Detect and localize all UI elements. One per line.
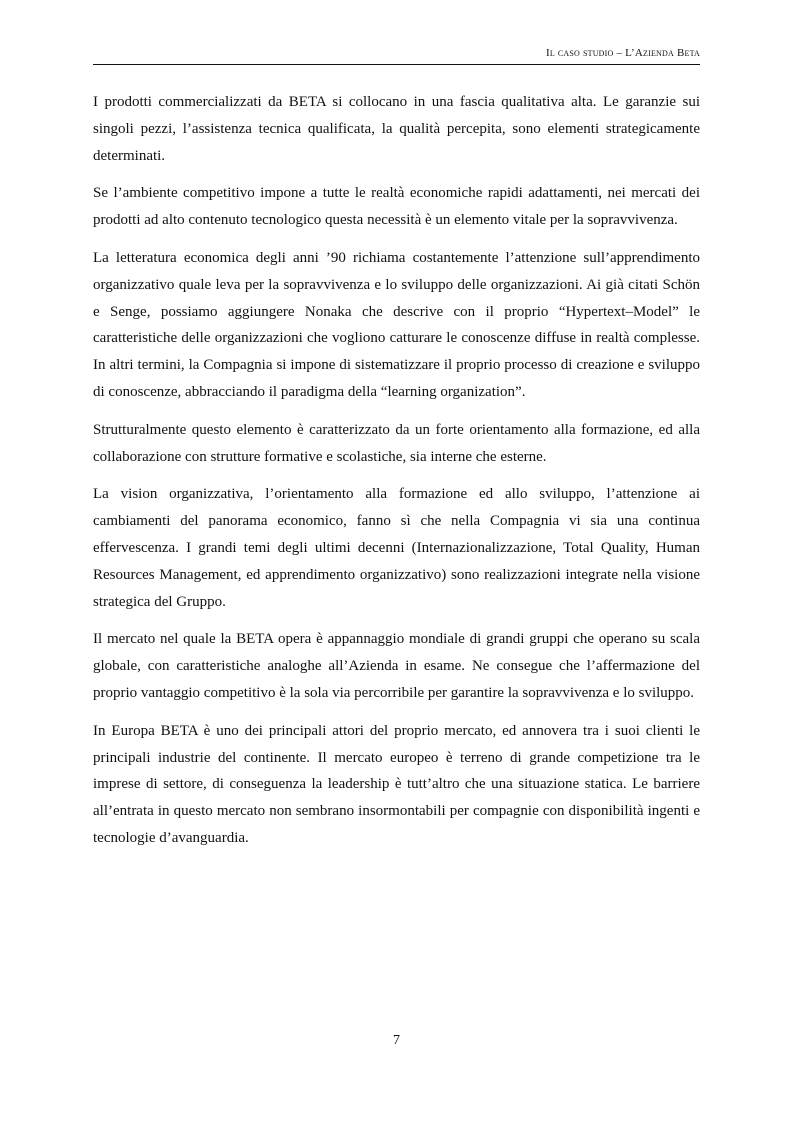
header-rule bbox=[93, 64, 700, 65]
paragraph: Strutturalmente questo elemento è caratterizzato da un forte orientamento alla formazione, ed alla collaborazione con strutture formative e scolastiche, sia interne che esterne. bbox=[93, 421, 700, 465]
page-number: 7 bbox=[393, 1033, 400, 1048]
body-text bbox=[93, 89, 700, 863]
paragraph: Il mercato nel quale la BETA opera è appannaggio mondiale di grandi gruppi che operano su scala globale, con caratteristiche analoghe all’Azienda in esame. Ne consegue che l’affermazione del proprio vantaggio competitivo è la sola via percorribile per garantire la sopravvivenza e lo sviluppo. bbox=[93, 631, 700, 701]
running-header: Il caso studio – L’Azienda Beta bbox=[545, 47, 700, 59]
paragraph: In Europa BETA è uno dei principali attori del proprio mercato, ed annovera tra i suoi clienti le principali industrie del continente. Il mercato europeo è terreno di grande competizione tra le imprese di settore, di conseguenza la leadership è tutt’altro che una situazione statica. Le barriere all’entrata in questo mercato non sembrano insormontabili per compagnie con disponibilità ingenti e tecnologie d’avanguardia. bbox=[93, 722, 700, 846]
paragraph: La vision organizzativa, l’orientamento alla formazione ed allo sviluppo, l’attenzione ai cambiamenti del panorama economico, fanno sì che nella Compagnia vi sia una continua effervescenza. I grandi temi degli ultimi decenni (Internazionalizzazione, Total Quality, Human Resources Management, ed apprendimento organizzativo) sono realizzazioni integrate nella visione strategica del Gruppo. bbox=[93, 486, 700, 610]
paragraph: Se l’ambiente competitivo impone a tutte le realtà economiche rapidi adattamenti, nei mercati dei prodotti ad alto contenuto tecnologico questa necessità è un elemento vitale per la sopravvivenza. bbox=[93, 185, 700, 229]
paragraph: I prodotti commercializzati da BETA si collocano in una fascia qualitativa alta. Le garanzie sui singoli pezzi, l’assistenza tecnica qualificata, la qualità percepita, sono elementi strategicamente determinati. bbox=[93, 94, 700, 164]
paragraph: La letteratura economica degli anni ’90 richiama costantemente l’attenzione sull’apprendimento organizzativo quale leva per la sopravvivenza e lo sviluppo delle organizzazioni. Ai già citati Schön e Senge, possiamo aggiungere Nonaka che descrive con il proprio “Hypertext–Model” le caratteristiche delle organizzazioni che vogliono catturare le conoscenze diffuse in realtà complesse. In altri termini, la Compagnia si impone di sistematizzare il proprio processo di creazione e sviluppo di conoscenze, abbracciando il paradigma della “learning organization”. bbox=[93, 249, 700, 400]
